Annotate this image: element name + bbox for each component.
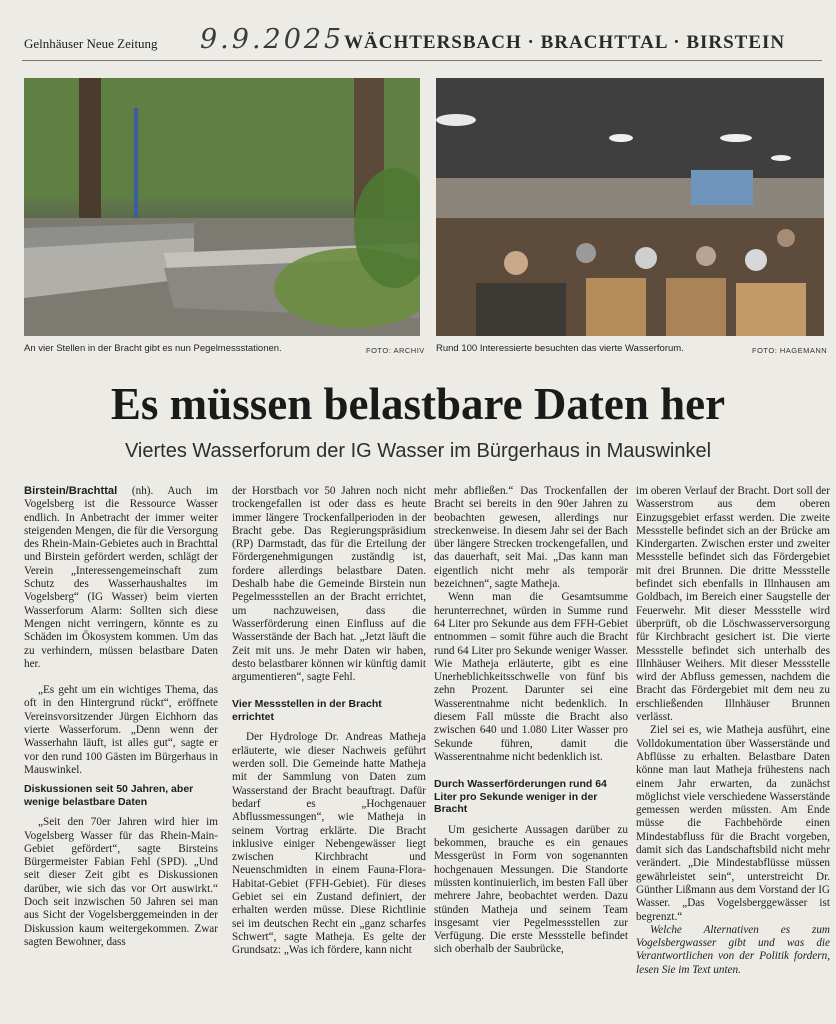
photo1-credit: FOTO: ARCHIV	[366, 346, 425, 355]
audience-hall-illustration	[436, 78, 824, 336]
paragraph	[24, 485, 218, 671]
paragraph: mehr abfließen.“ Das Trockenfallen der Bracht sei bereits in den 90er Jahren zu beobachten gewesen, allerdings nur streckenweise. In diesem Jahr sei der Bach über längere Strecken trockengefallen, und das dauerhaft, seit Mai. „Das kann man eigentlich nicht mehr als temporär bezeichnen“, sagte Matheja.	[434, 485, 628, 591]
paragraph: Um gesicherte Aussagen darüber zu bekommen, brauche es ein genaues Messgerüst in Form von sogenannten hochgenauen Messungen. Die Standorte müssten kontinuierlich, im besten Fall über mehrere Jahre, beobachtet werden. Dazu stünden Matheja und seinem Team insgesamt vier Pegelmessstellen zur Verfügung. Die erste Messstelle befindet sich oberhalb der Saubrücke,	[434, 823, 628, 956]
headline: Es müssen belastbare Daten her	[110, 379, 726, 429]
gauge-station-illustration	[24, 78, 420, 336]
paragraph-teaser: Welche Alternativen es zum Vogelsbergwasser gibt und was die Verantwortlichen von der Politik fordern, lesen Sie im Text unten.	[636, 923, 830, 976]
dateline: Birstein/Brachttal	[24, 485, 118, 497]
subheadline: Viertes Wasserforum der IG Wasser im Bürgerhaus in Mauswinkel	[124, 440, 712, 462]
paragraph: der Horstbach vor 50 Jahren noch nicht trockengefallen ist oder dass es heute immer längere Trockenfallperioden in der Bracht gebe. Das Regierungspräsidium (RP) Darmstadt, das für die Erteilung der Fördergenehmigungen zuständig ist, fordere allerdings belastbare Daten. Deshalb habe die Gemeinde Birstein nun Pegelmessstellen an der Bracht errichtet, um nachzuweisen, dass die Wasserförderung einen Einfluss auf die Wasserstände der Bach hat. „Jetzt läuft die Zeit mit uns. Je mehr Daten wir haben, desto belastbarer können wir künftig damit argumentieren“, sagte Fehl.	[232, 485, 426, 684]
photo-audience	[436, 78, 824, 336]
paragraph-text: (nh). Auch im Vogelsberg ist die Ressource Wasser endlich. In Anbetracht der immer weiter steigenden Mengen, die für die Versorgung des Rhein-Main-Gebietes auch in Brachttal und Birstein gefördert werden, schlägt der Verein „Interessengemeinschaft zum Schutz des Wasserhaushaltes im Vogelsberg“ (IG Wasser) beim vierten Wasserforum Alarm: Sollten sich diese Mengen nicht verringern, könnte es zu Schäden im Ökosystem kommen. Um das zu verhindern, müssen belastbare Daten her.	[24, 485, 218, 670]
article-column-4	[636, 485, 830, 977]
subheading: Diskussionen seit 50 Jahren, aber wenige belastbare Daten	[24, 783, 194, 808]
section-title: WÄCHTERSBACH · BRACHTTAL · BIRSTEIN	[344, 32, 786, 53]
paragraph: Wenn man die Gesamtsumme herunterrechnet, würden in Summe rund 64 Liter pro Sekunde aus dem FFH-Gebiet entnommen – somit führe auch die Bracht rund 64 Liter pro Sekunde weniger Wasser. Wie Matheja erläuterte, gibt es eine Unerheblichkeitsschwelle von fünf bis zehn Prozent. Darunter sei eine Wasserentnahme nicht bedenklich. In diesem Fall müsste die Bracht also zwischen 640 und 1.080 Liter Wasser pro Sekunde führen, damit die Wasserentnahme nicht bedenklich ist.	[434, 591, 628, 763]
paragraph: im oberen Verlauf der Bracht. Dort soll der Wasserstrom aus dem oberen Einzugsgebiet erfasst werden. Die zweite Messstelle befindet sich an der Brücke am Kindergarten. Zwischen erster und zweiter Messstelle befindet sich das Fördergebiet mit drei Brunnen. Die dritte Messstelle befindet sich ebenfalls in Illnhausen am Goldbach, im Bereich einer Saugstelle der Feuerwehr. Mit dieser Messstelle wird überprüft, ob die Löschwasserversorgung für Kirchbracht gesichert ist. Die vierte Messstelle befindet sich unterhalb des Illnhäuser Weihers. Mit dieser Messstelle wird der Abfluss gemessen, nachdem die Bracht das Fördergebiet mit dem neu zu erschließenden Illnhäuser Brunnen verlässt.	[636, 485, 830, 724]
photo2-credit: FOTO: HAGEMANN	[752, 346, 828, 355]
paper-name: Gelnhäuser Neue Zeitung	[24, 36, 158, 51]
photo-gauge-stations	[24, 78, 420, 336]
masthead	[22, 24, 822, 61]
photo2-caption: Rund 100 Interessierte besuchten das vierte Wasserforum.	[436, 343, 684, 354]
photo1-caption: An vier Stellen in der Bracht gibt es nun Pegelmessstationen.	[24, 343, 282, 354]
paragraph: Der Hydrologe Dr. Andreas Matheja erläuterte, wie dieser Nachweis geführt werden soll. Die Gemeinde hatte Matheja mit der Sammlung von Daten zum Wasserstand der Bracht beauftragt. Dafür bedarf es „Hochgenauer Abflussmessungen“, wie Matheja in seinem Vortrag erklärte. Die Bracht inklusive einiger Nebengewässer liegt zwischen Kirchbracht und Neuenschmidten in einem Fauna-Flora-Habitat-Gebiet (FFH-Gebiet). Für dieses Gebiet sei ein Zustand definiert, der erhalten werden müsse. Diese Richtlinie sei im deutschen Recht ein „ganz scharfes Schwert“, sagte Matheja. Es gelte der Grundsatz: „Was ich fördere, kann nicht	[232, 731, 426, 957]
subheading: Durch Wasserförderungen rund 64 Liter pro Sekunde weniger in der Bracht	[434, 778, 607, 816]
article-column-1	[24, 485, 218, 949]
article-column-3	[434, 485, 628, 957]
subheading: Vier Messstellen in der Bracht errichtet	[232, 698, 382, 723]
paragraph: „Seit den 70er Jahren wird hier im Vogelsberg Wasser für das Rhein-Main-Gebiet gefördert“, sagte Birsteins Bürgermeister Fabian Fehl (SPD). „Und seit dieser Zeit gibt es Diskussionen darüber, wie sich das vor Ort auswirkt.“ Doch seit inzwischen 50 Jahren sei man aus Sicht der Vogelsberggemeinden in der Diskussion kaum weitergekommen. Zwar sagten Bewohner, dass	[24, 816, 218, 948]
paragraph: Ziel sei es, wie Matheja ausführt, eine Volldokumentation über Wasserstände und Abflüsse zu erhalten. Belastbare Daten könne man laut Matheja frühestens nach einem Jahr erwarten, da zunächst möglichst viele verschiedene Wasserstände gemessen werden müssten. Am Ende müsse die Fachbehörde einen Mindestabfluss für die Bracht vorgeben, damit sich das Landschaftsbild nicht mehr verändert. „Die Mindestabflüsse müssen gewährleistet sein“, unterstreicht Dr. Günther Lißmann aus dem Vorstand der IG Wasser. „Das Vogelsberggewässer ist begrenzt.“	[636, 724, 830, 923]
handwritten-date: 9.9.2025	[200, 24, 345, 55]
paragraph: „Es geht um ein wichtiges Thema, das oft in den Hintergrund rückt“, eröffnete Vereinsvorsitzender Jürgen Eichhorn das vierte Wasserforum. „Denn wenn der Wasserhahn läuft, ist alles gut“, sagte er vor den rund 100 Gästen im Bürgerhaus in Mauswinkel.	[24, 684, 218, 776]
article-column-2	[232, 485, 426, 958]
